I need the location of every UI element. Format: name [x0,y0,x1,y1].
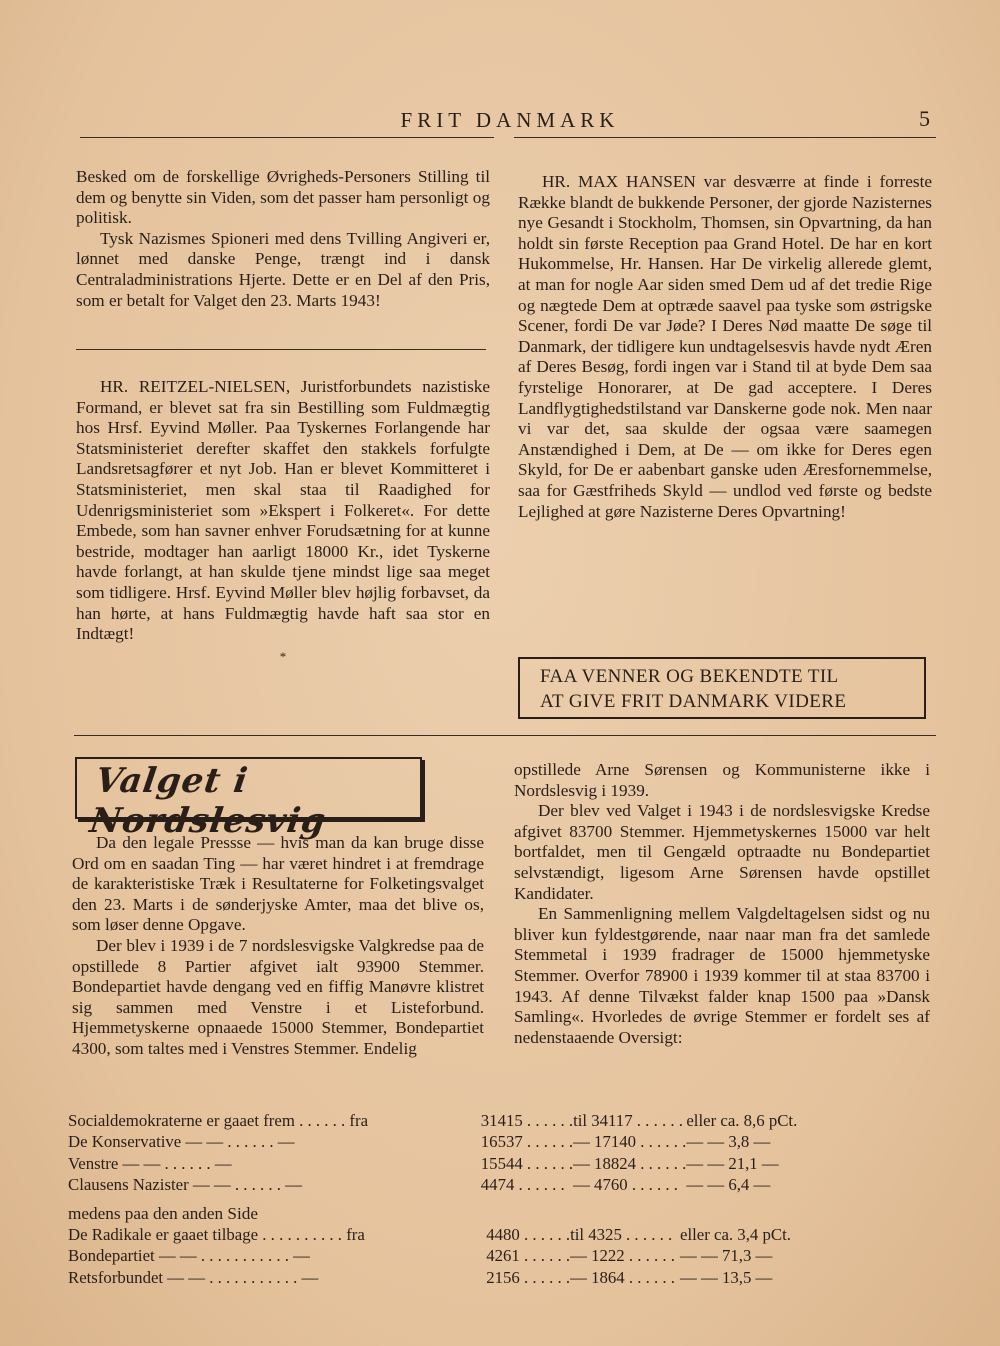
party-label: De Radikale er gaaet tilbage . . . . . . . . . . fra [68,1224,365,1244]
percent-change: — — 6,4 — [686,1175,771,1195]
header-rule-right [514,137,936,138]
left-column-top [76,167,490,311]
call-to-action-box [518,657,926,719]
percent-change: — — 21,1 — [686,1153,779,1173]
paragraph: Da den legale Pressse — hvis man da kan bruge disse Ord om en saadan Ting — har været hindret i at fremdrage de karakteristiske Træk i Resultaterne for Folketingsvalget den 23. Marts i de sønderjyske Amter, maa det blive os, som løser denne Opgave. [72,833,484,935]
paragraph: Der blev i 1939 i de 7 nordslesvigske Valgkredse paa de opstillede 8 Partier afgivet ialt 93900 Stemmer. Bondepartiet havde dengang ved en fiffig Manøvre klistret sig sammen med Venstre i et Listeforbund. Hjemmetyskerne opnaaede 15000 Stemmer, Bondepartiet 4300, som taltes med i Venstres Stemmer. Endelig [72,935,484,1058]
table-row [68,1246,928,1268]
votes-1943: — 1864 . . . . . . [570,1267,675,1287]
section-rule [76,349,486,350]
table-row [68,1224,928,1246]
article-rule [74,735,936,736]
call-to-action-line: FAA VENNER OG BEKENDTE TIL [540,666,839,687]
party-label: Clausens Nazister — — . . . . . . — [68,1175,302,1195]
paragraph: Tysk Nazismes Spioneri med dens Tvilling Angiveri er, lønnet med danske Penge, trængt ind i dansk Centraladministrations Hjerte. Dette er en Del af den Pris, som er betalt for Valget den 23. Marts 1943! [76,228,490,310]
votes-1943: — 4760 . . . . . . [573,1175,678,1195]
votes-1939: 15544 . . . . . . [480,1153,574,1173]
votes-gain-table [68,1110,928,1196]
percent-change: eller ca. 3,4 pCt. [680,1224,791,1244]
paragraph-reitzel-nielsen: HR. REITZEL-NIELSEN, Juristforbundets nazistiske Formand, er blevet sat fra sin Bestilling som Fuldmægtig hos Hrsf. Eyvind Møller. Paa Tyskernes Forlangende har Statsministeriet derefter skaffet den stakkels forfulgte Landsretsagfører et nyt Job. Han er blevet Kommitteret i Statsministeriet, men skal staa til Raadighed for Udenrigsministeriet som »Ekspert i Folkeret«. For dette Embede, som han savner enhver Forudsætning for at kunne bestride, modtager han aarligt 18000 Kr., idet Tyskerne havde forlangt, at han skulde tjene mindst lige saa meget som tidligere. Hrsf. Eyvind Møller blev højlig forbavset, da han hørte, at hans Fuldmægtig havde haft saa stor en Indtægt! [76,377,490,644]
article-right-column [514,760,930,1048]
votes-1943: — 1222 . . . . . . [570,1246,675,1266]
percent-change: — — 13,5 — [680,1267,773,1287]
votes-1943: — 17140 . . . . . . [573,1132,687,1152]
section-star: * [279,648,287,664]
votes-1939: 4474 . . . . . . [480,1175,565,1195]
paragraph-max-hansen: HR. MAX HANSEN var desværre at finde i forreste Række blandt de bukkende Personer, der gjorde Nazisternes nye Gesandt i Stockholm, Thomsen, sin Opvartning, da han holdt sin første Reception paa Grand Hotel. De har en kort Hukommelse, Hr. Hansen. Har De virkelig allerede glemt, at man for nogle Aar siden smed Dem ud af det tredie Rige og nægtede Dem at optræde saavel paa tyske som østrigske Scener, fordi De var Jøde? I Deres Nød maatte De søge til Danmark, der tidligere kun undtagelsesvis havde nydt Æren af Deres Besøg, fordi ingen var i Stand til at byde Dem saa fyrstelige Honorarer, at De gad acceptere. I Deres Landflygtighedstilstand var Danskerne gode nok. Men naar vi var det, saa skulde der ogsaa være saamegen Anstændighed i Dem, at De — om ikke for Deres egen Skyld, for De er aabenbart ganske uden Æresfornemmelse, saa for Gæstfriheds Skyld — undlod ved første og bedste Lejlighed at gøre Nazisterne Deres Opvartning! [518,172,932,521]
left-column-reitzel [76,377,490,667]
party-label: Venstre — — . . . . . . — [68,1153,232,1173]
table-row [68,1132,928,1154]
paragraph: En Sammenligning mellem Valgdeltagelsen sidst og nu bliver kun fyldestgørende, naar naar man fra det samlede Stemmetal i 1939 fradrager de 15000 hjemmetyske Stemmer. Overfor 78900 i 1939 kommer til at staa 83700 i 1943. Af denne Tilvækst falder knap 1500 paa »Dansk Samling«. Hvorledes de øvrige Stemmer er fordelt ses af nedenstaaende Oversigt: [514,904,930,1047]
votes-1943: — 18824 . . . . . . [573,1153,687,1173]
page-header [80,108,940,138]
votes-1943: til 34117 . . . . . . [573,1110,683,1130]
table-row [68,1175,928,1197]
table-intro: medens paa den anden Side [68,1204,258,1223]
call-to-action-line: AT GIVE FRIT DANMARK VIDERE [540,691,847,712]
votes-1943: til 4325 . . . . . . [570,1224,673,1244]
page-number: 5 [919,106,930,131]
article-title-box [75,757,422,841]
paragraph: Der blev ved Valget i 1943 i de nordslesvigske Kredse afgivet 83700 Stemmer. Hjemmetyskernes 15000 var helt bortfaldet, men til Gengæld optraadte nu Bondepartiet selvstændigt, ligesom Arne Sørensen havde opstillet Kandidater. [514,801,930,903]
party-label: Socialdemokraterne er gaaet frem . . . . . . fra [68,1110,369,1130]
votes-1939: 2156 . . . . . . [486,1267,571,1287]
votes-1939: 4261 . . . . . . [486,1246,571,1266]
right-column-top [518,172,932,522]
paragraph: opstillede Arne Sørensen og Kommunisterne ikke i Nordslesvig i 1939. [514,760,930,800]
table-row [68,1153,928,1175]
paragraph: Besked om de forskellige Øvrigheds-Personers Stilling til dem og benytte sin Viden, som det passer ham personligt og politisk. [76,167,490,228]
votes-1939: 4480 . . . . . . [486,1224,571,1244]
party-label: Bondepartiet — — . . . . . . . . . . . — [68,1246,310,1266]
party-label: De Konservative — — . . . . . . — [68,1132,295,1152]
votes-1939: 16537 . . . . . . [480,1132,574,1152]
votes-1939: 31415 . . . . . . [480,1110,574,1130]
article-title: Valget i Nordslesvig [87,761,329,841]
article-left-column [72,833,484,1060]
percent-change: eller ca. 8,6 pCt. [686,1110,798,1130]
party-label: Retsforbundet — — . . . . . . . . . . . — [68,1267,319,1287]
percent-change: — — 3,8 — [686,1132,771,1152]
votes-loss-table [68,1224,928,1289]
table-row [68,1110,928,1132]
header-rule-left [80,137,494,138]
masthead: FRIT DANMARK [400,108,620,132]
table-row [68,1267,928,1289]
percent-change: — — 71,3 — [680,1246,773,1266]
